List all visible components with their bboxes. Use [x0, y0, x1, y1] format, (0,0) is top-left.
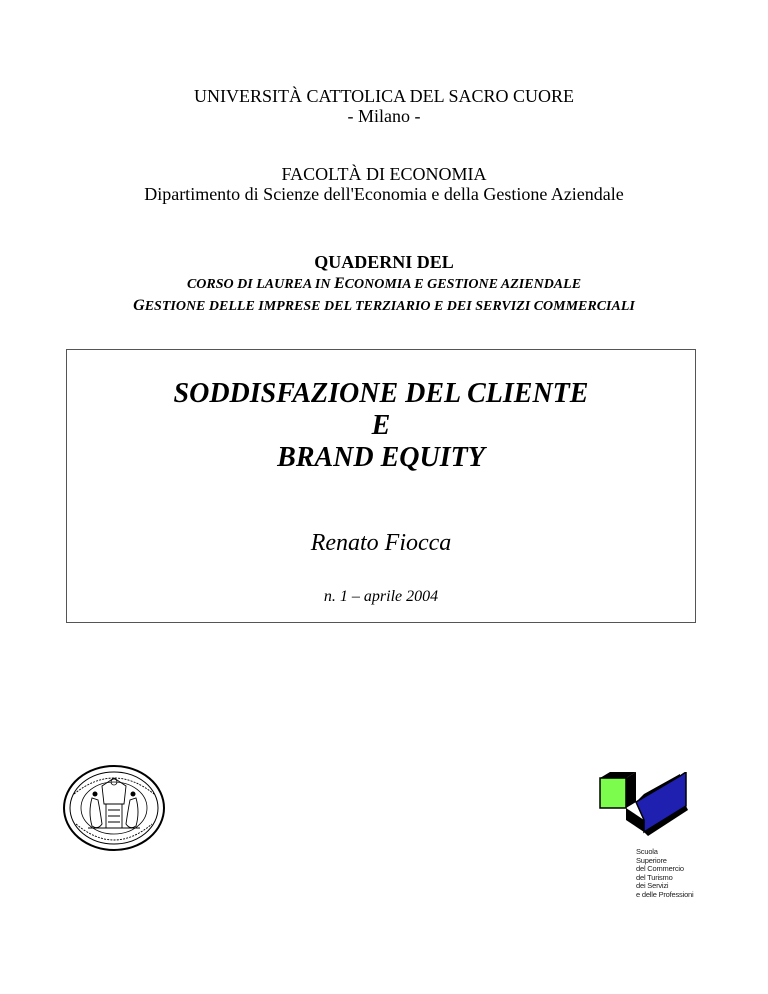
document-title-line-1: SODDISFAZIONE DEL CLIENTE: [173, 378, 589, 409]
course-line-2-part1: ESTIONE DELLE IMPRESE DEL TERZIARIO E DEI SERVIZI COMMERCIALI: [144, 299, 635, 314]
university-city: - Milano -: [347, 106, 421, 126]
author-name: Renato Fiocca: [310, 530, 452, 556]
course-line-1: [0, 275, 768, 294]
school-logo-icon: [596, 772, 688, 838]
document-title-line-3: BRAND EQUITY: [277, 442, 485, 473]
faculty-name: FACOLTÀ DI ECONOMIA: [281, 164, 487, 184]
school-caption-line: del Turismo: [636, 872, 673, 882]
school-caption-line: Superiore: [636, 855, 667, 865]
course-line-2: [0, 297, 768, 316]
title-box: [66, 349, 696, 623]
school-caption-line: del Commercio: [636, 864, 684, 873]
document-title-line-2: E: [371, 410, 391, 441]
school-caption-line: e delle Professioni: [636, 889, 694, 899]
university-name: UNIVERSITÀ CATTOLICA DEL SACRO CUORE: [193, 86, 574, 106]
department-name: Dipartimento di Scienze dell'Economia e della Gestione Aziendale: [144, 184, 624, 204]
issue-info: n. 1 – aprile 2004: [323, 588, 439, 605]
course-line-2-cap: G: [133, 297, 145, 314]
series-heading: QUADERNI DEL: [314, 252, 454, 272]
course-line-1-part2: CONOMIA E GESTIONE AZIENDALE: [344, 277, 582, 292]
course-line-1-cap: E: [334, 275, 345, 292]
school-caption-line: Scuola: [636, 847, 658, 856]
university-seal-icon: [62, 764, 166, 852]
course-line-1-part1: CORSO DI LAUREA IN: [186, 277, 334, 292]
school-caption: [636, 848, 716, 899]
school-caption-line: dei Servizi: [636, 881, 669, 890]
